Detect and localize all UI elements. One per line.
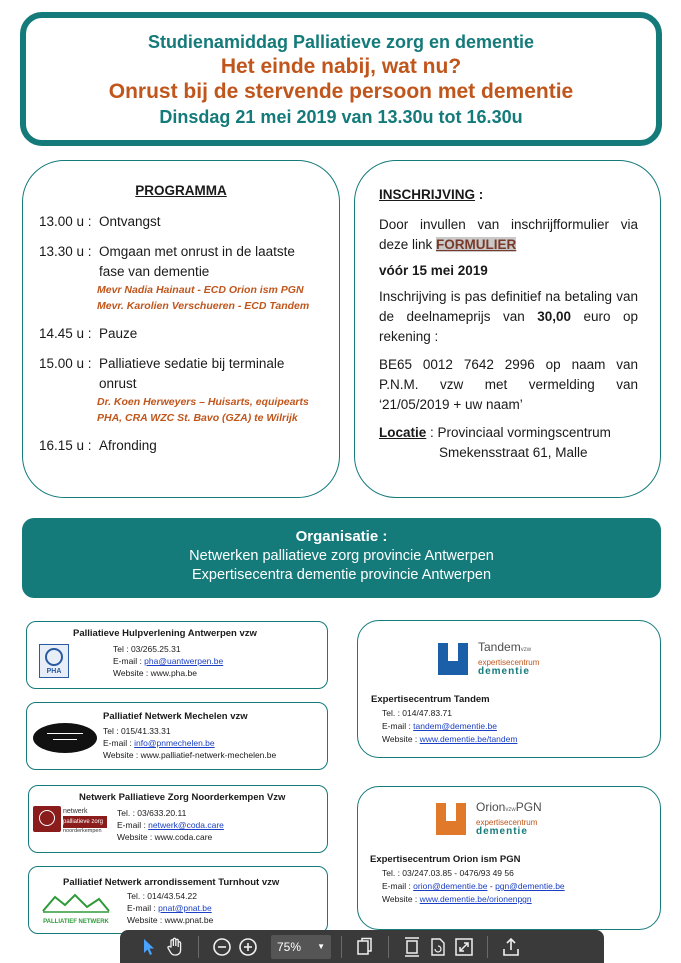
chevron-down-icon: ▼ — [317, 942, 325, 951]
program-text: Omgaan met onrust in de laatste — [99, 244, 295, 259]
network-card-mechelen — [26, 702, 328, 770]
event-subtitle: Het einde nabij, wat nu? — [220, 55, 462, 78]
inschrijving-intro: Door invullen van inschrijfformulier via deze link FORMULIER — [379, 217, 638, 252]
program-item — [39, 436, 339, 456]
inschrijving-title: INSCHRIJVING : — [379, 187, 484, 202]
inschrijving-box — [354, 160, 661, 498]
organisatie-line: Netwerken palliatieve zorg provincie Antwerpen — [189, 548, 494, 564]
formulier-link[interactable]: FORMULIER — [436, 237, 517, 252]
noorderkempen-logo: netwerk palliatieve zorg noorderkempen — [33, 804, 107, 834]
speaker: Dr. Koen Herweyers – Huisarts, equipearts — [97, 396, 309, 408]
pages-icon[interactable] — [352, 934, 378, 960]
orion-logo: OrionvzwPGN expertisecentrum dementie — [436, 799, 586, 839]
programma-box — [22, 160, 340, 498]
program-item — [39, 354, 339, 374]
network-tel: Tel : 03/265.25.31 — [113, 644, 181, 654]
program-text-cont: onrust — [99, 376, 137, 391]
network-card-noorderkempen — [28, 785, 328, 853]
organisatie-title: Organisatie : — [295, 528, 388, 545]
hand-icon[interactable] — [162, 934, 188, 960]
expertise-email: E-mail : tandem@dementie.be — [382, 721, 497, 731]
program-time: 13.30 u : — [39, 244, 92, 259]
header-box — [20, 12, 662, 146]
payment-text: Inschrijving is pas definitief na betaling van de deelnameprijs van 30,00 euro op rekening : — [379, 289, 638, 344]
mechelen-logo — [33, 723, 97, 753]
network-tel: Tel. : 03/633.20.11 — [117, 808, 187, 818]
network-website: Website : www.coda.care — [117, 832, 213, 842]
program-text: Ontvangst — [99, 214, 161, 229]
event-date: Dinsdag 21 mei 2019 van 13.30u tot 16.30u — [159, 107, 523, 127]
program-time: 14.45 u : — [39, 326, 92, 341]
program-item — [39, 242, 339, 262]
deadline: vóór 15 mei 2019 — [379, 263, 488, 278]
turnhout-logo: PALLIATIEF NETWERK — [41, 891, 111, 923]
pdf-toolbar — [120, 930, 604, 963]
program-item — [39, 212, 339, 232]
speaker: Mevr Nadia Hainaut - ECD Orion ism PGN — [97, 284, 304, 296]
network-name: Netwerk Palliatieve Zorg Noorderkempen Vzw — [79, 792, 286, 803]
expertise-tel: Tel. : 014/47.83.71 — [382, 708, 452, 718]
network-tel: Tel : 015/41.33.31 — [103, 726, 171, 736]
network-email: E-mail : netwerk@coda.care — [117, 820, 224, 830]
network-name: Palliatief Netwerk Mechelen vzw — [103, 711, 248, 722]
program-text: Palliatieve sedatie bij terminale — [99, 356, 285, 371]
event-title: Studienamiddag Palliatieve zorg en dementie — [147, 32, 535, 52]
expertise-name: Expertisecentrum Orion ism PGN — [370, 854, 521, 865]
speaker: Mevr. Karolien Verschueren - ECD Tandem — [97, 300, 310, 312]
expertise-card-tandem — [357, 620, 661, 758]
programma-title: PROGRAMMA — [135, 183, 227, 198]
zoom-level: 75% — [277, 939, 302, 954]
fit-page-icon[interactable] — [399, 934, 425, 960]
location: Locatie : Provinciaal vormingscentrum — [379, 425, 611, 440]
expertise-tel: Tel. : 03/247.03.85 - 0476/93 49 56 — [382, 868, 514, 878]
expertise-name: Expertisecentrum Tandem — [371, 694, 490, 705]
network-email: E-mail : pnat@pnat.be — [127, 903, 212, 913]
program-text-cont: fase van dementie — [99, 264, 210, 279]
program-text: Pauze — [99, 326, 138, 341]
network-email: E-mail : info@pnmechelen.be — [103, 738, 215, 748]
zoom-out-icon[interactable] — [209, 934, 235, 960]
upload-icon[interactable] — [498, 934, 524, 960]
expertise-email: E-mail : orion@dementie.be - pgn@dementie.be — [382, 881, 565, 891]
fullscreen-icon[interactable] — [451, 934, 477, 960]
location-address: Smekensstraat 61, Malle — [439, 445, 588, 460]
program-item — [39, 324, 339, 344]
account-text: BE65 0012 7642 2996 op naam van P.N.M. vzw met vermelding van ‘21/05/2019 + uw naam’ — [379, 357, 638, 412]
network-website: Website : www.pnat.be — [127, 915, 214, 925]
program-time: 16.15 u : — [39, 438, 92, 453]
network-name: Palliatief Netwerk arrondissement Turnhout vzw — [63, 877, 280, 888]
program-time: 13.00 u : — [39, 214, 92, 229]
organisatie-bar — [22, 518, 661, 598]
network-name: Palliatieve Hulpverlening Antwerpen vzw — [73, 628, 257, 639]
select-arrow-icon[interactable] — [136, 934, 162, 960]
tandem-logo: Tandemvzw expertisecentrum dementie — [438, 639, 578, 679]
network-card-pha — [26, 621, 328, 689]
expertise-website: Website : www.dementie.be/tandem — [382, 734, 518, 744]
network-email: E-mail : pha@uantwerpen.be — [113, 656, 224, 666]
pha-logo: PHA — [39, 644, 69, 678]
network-tel: Tel. : 014/43.54.22 — [127, 891, 197, 901]
event-theme: Onrust bij de stervende persoon met dementie — [108, 80, 574, 103]
network-card-turnhout — [28, 866, 328, 934]
program-time: 15.00 u : — [39, 356, 92, 371]
rotate-icon[interactable] — [425, 934, 451, 960]
network-website: Website : www.pha.be — [113, 668, 197, 678]
organisatie-line: Expertisecentra dementie provincie Antwerpen — [191, 567, 492, 583]
expertise-card-orion — [357, 786, 661, 930]
zoom-in-icon[interactable] — [235, 934, 261, 960]
network-website: Website : www.palliatief-netwerk-mechelen.be — [103, 750, 277, 760]
program-text: Afronding — [99, 438, 157, 453]
expertise-website: Website : www.dementie.be/orionenpgn — [382, 894, 532, 904]
zoom-select[interactable] — [271, 935, 331, 959]
speaker: PHA, CRA WZC St. Bavo (GZA) te Wilrijk — [97, 412, 298, 424]
